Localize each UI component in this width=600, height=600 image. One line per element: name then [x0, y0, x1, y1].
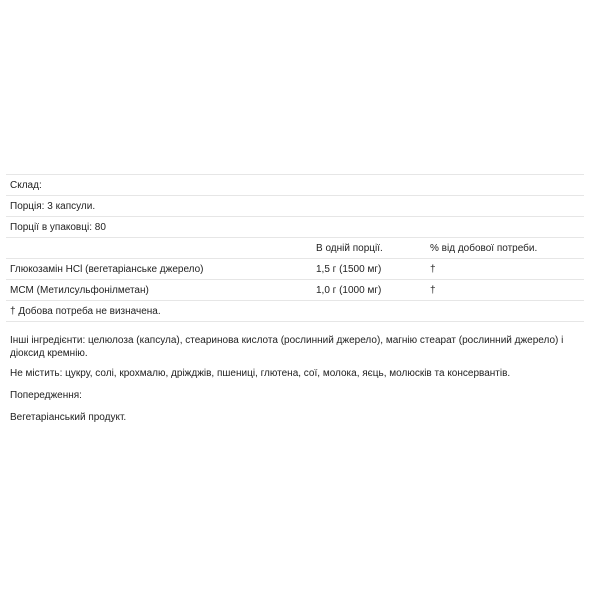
table-row	[6, 280, 584, 301]
ingredient-name: Глюкозамін HCl (вегетаріанське джерело)	[10, 264, 204, 275]
vegetarian-text: Вегетаріанський продукт.	[10, 412, 127, 423]
warnings-heading: Попередження:	[10, 390, 82, 401]
composition-row	[6, 175, 584, 196]
serving-size: Порція: 3 капсули.	[10, 201, 96, 212]
table-row	[6, 259, 584, 280]
table-header-row	[6, 238, 584, 259]
ingredient-amount: 1,5 г (1500 мг)	[316, 264, 382, 275]
servings-per-container-row	[6, 217, 584, 238]
other-ingredients-text: Інші інгредієнти: целюлоза (капсула), стеаринова кислота (рослинний джерело), магнію стеарат (рослинний джерело) і діоксид кремнію.	[10, 335, 564, 359]
footnote-row	[6, 301, 584, 322]
ingredient-daily-value: †	[430, 285, 436, 296]
servings-per-container: Порції в упаковці: 80	[10, 222, 106, 233]
daily-value-footnote: † Добова потреба не визначена.	[10, 306, 161, 317]
header-daily-value: % від добової потреби.	[430, 243, 538, 254]
free-from-text: Не містить: цукру, солі, крохмалю, дріжджів, пшениці, глютена, сої, молока, яєць, молюсків та консервантів.	[10, 368, 511, 379]
ingredient-amount: 1,0 г (1000 мг)	[316, 285, 382, 296]
composition-label: Склад:	[10, 180, 42, 191]
ingredient-daily-value: †	[430, 264, 436, 275]
serving-size-row	[6, 196, 584, 217]
ingredient-name: MCM (Метилсульфонілметан)	[10, 285, 149, 296]
supplement-facts-table	[6, 174, 584, 322]
header-per-serving: В одній порції.	[316, 243, 383, 254]
